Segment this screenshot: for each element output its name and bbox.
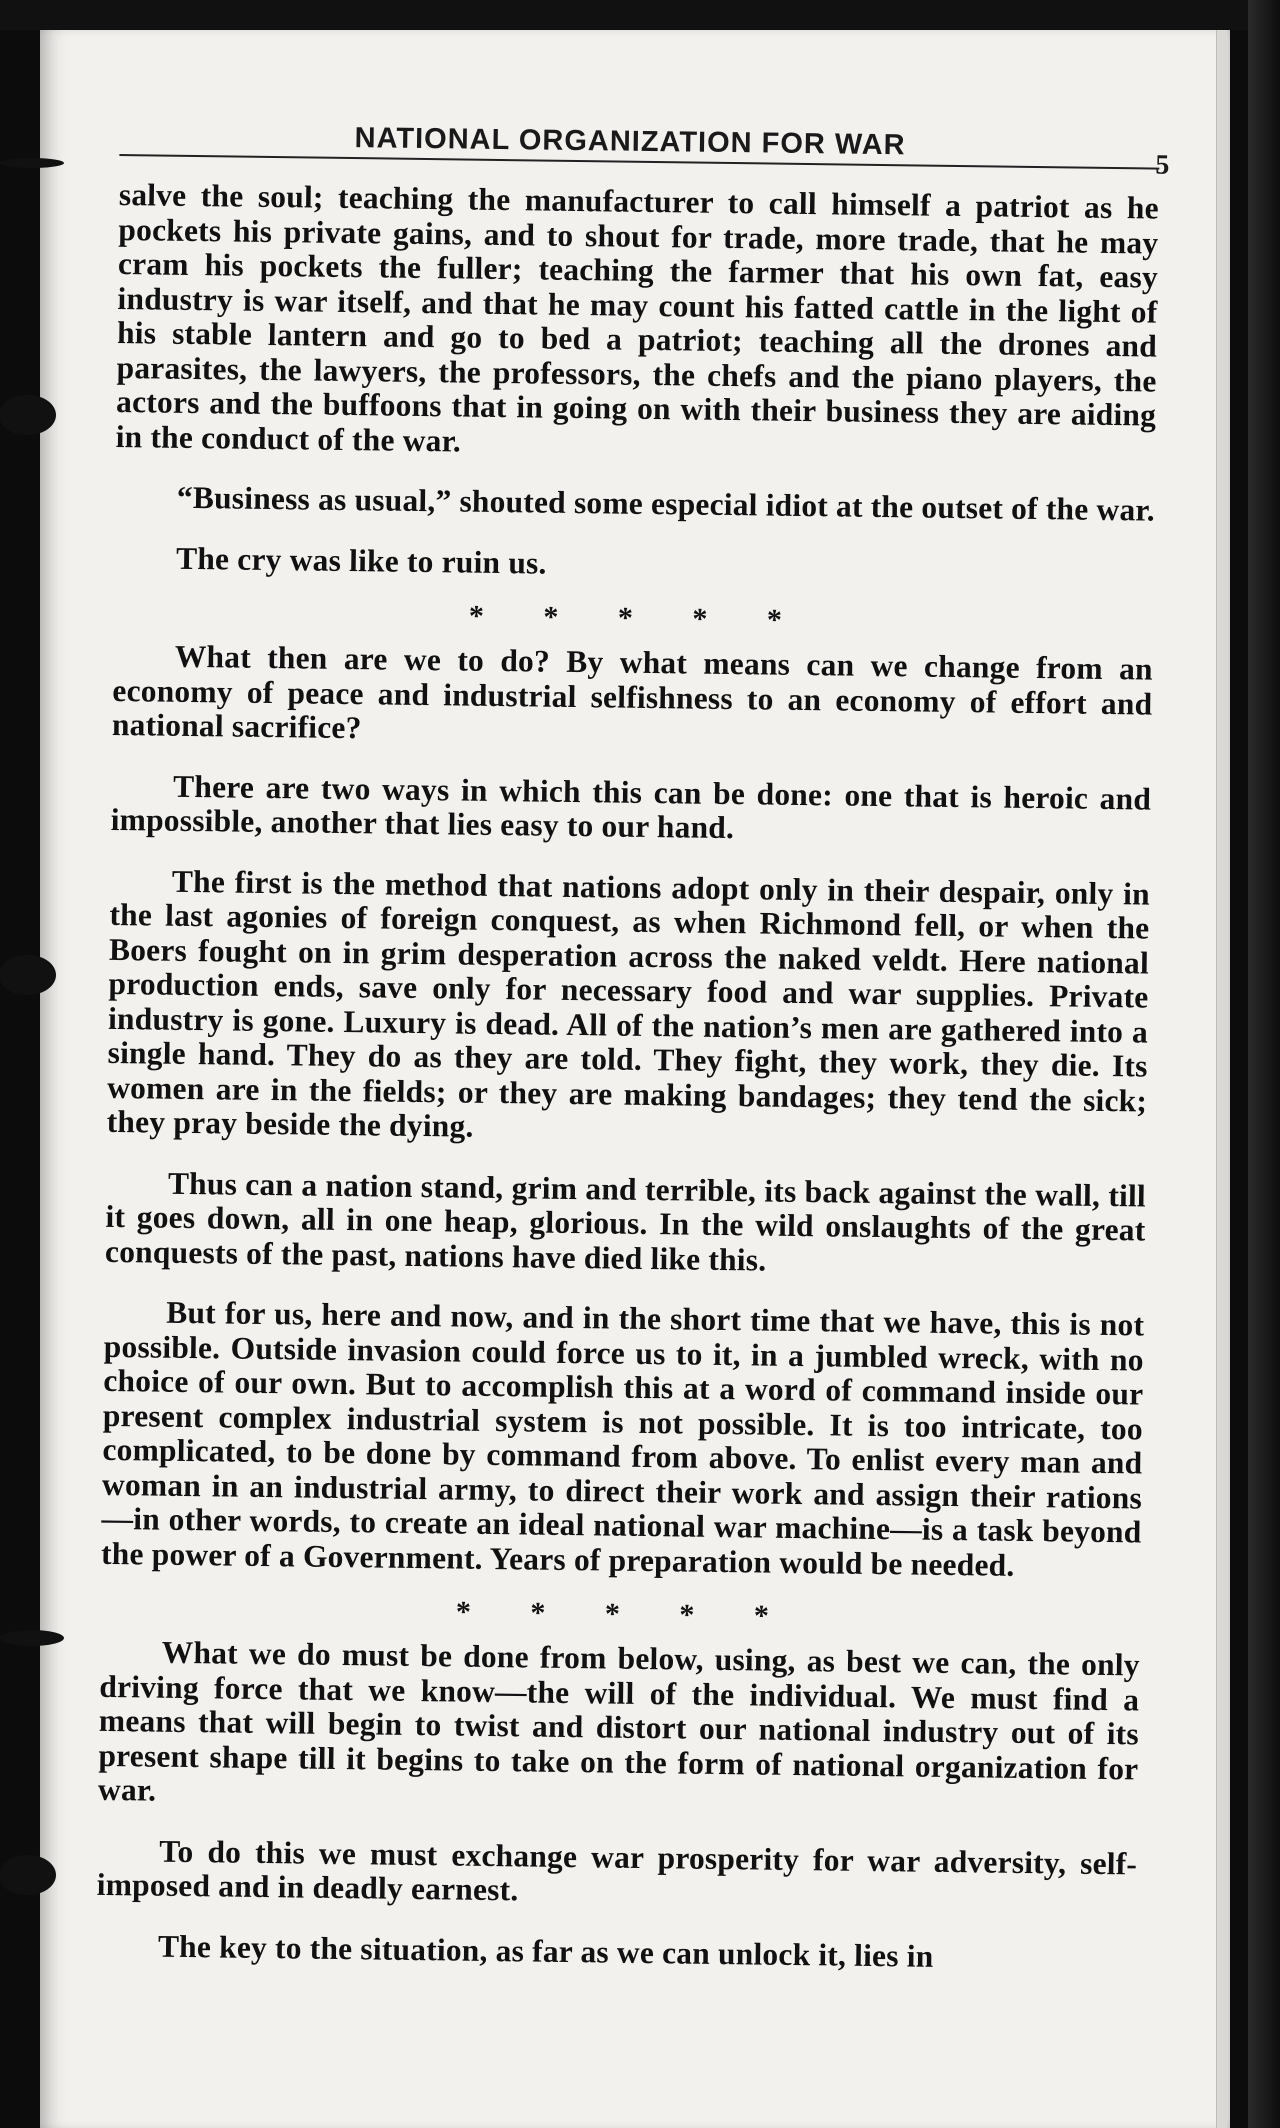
paragraph: Thus can a nation stand, grim and terrible, its back against the wall, till it goes down, all in one heap, glorious. In the wild onslaughts of the great conquests of the past, nations have died like this. xyxy=(104,1165,1147,1278)
binding-thread-mark xyxy=(0,158,64,168)
paragraph: The key to the situation, as far as we can unlock it, lies in xyxy=(157,1928,934,1974)
paragraph: “Business as usual,” shouted some especial idiot at the outset of the war. xyxy=(176,479,1156,528)
paragraph: The first is the method that nations adopt only in their despair, only in the last agonies of foreign conquest, as when Richmond fell, or when the Boers fought on in grim desperation across the naked veldt. Here national production ends, save only for necessary food and war supplies. Private industry is gone. Luxury is dead. All of the nation’s men are gathered into a single hand. They do as they are told. They fight, they work, they die. Its women are in the fields; or they are making bandages; they tend the sick; they pray beside the dying. xyxy=(106,863,1151,1144)
paragraph: But for us, here and now, and in the short time that we have, this is not possible. Outside invasion could force us to it, in a jumbled wreck, with no choice of our own. But to accomplish this at a word of command inside our present complex industrial system is not possible. It is too intricate, too complicated, to be done by command from above. To enlist every man and woman in an industrial army, to direct their work and assign their rations —in other words, to create an ideal national war machine—is a task beyond the power of a Government. Years of preparation would be needed. xyxy=(100,1294,1145,1583)
paragraph: What we do must be done from below, using, as best we can, the only driving force that we know—the will of the individual. We must find a means that will begin to twist and distort our national industry out of its present shape till it begins to take on the form of national organization for war. xyxy=(97,1634,1140,1808)
paragraph: There are two ways in which this can be done: one that is heroic and impossible, another that lies easy to our hand. xyxy=(110,768,1152,846)
paragraph: To do this we must exchange war prosperity for war adversity, self-imposed and in deadly earnest. xyxy=(96,1833,1138,1908)
section-divider: * * * * * xyxy=(468,599,809,638)
section-divider: * * * * * xyxy=(455,1595,796,1633)
page-edge xyxy=(1216,30,1227,2128)
page-content xyxy=(95,110,1170,2002)
running-title: NATIONAL ORGANIZATION FOR WAR xyxy=(354,122,906,162)
binding-thread-mark xyxy=(0,395,56,435)
binding-thread-mark xyxy=(0,1630,64,1646)
binding-thread-mark xyxy=(0,955,56,995)
paragraph: salve the soul; teaching the manufacturer to call himself a patriot as he pockets his private gains, and to shout for trade, more trade, that he may cram his pockets the fuller; teaching the farmer that his own fat, easy industry is war itself, and that he may count his fatted cattle in the light of his stable lantern and go to bed a patriot; teaching all the drones and parasites, the lawyers, the professors, the chefs and the piano players, the actors and the buffoons that in going on with their business they are aiding in the conduct of the war. xyxy=(115,176,1160,458)
body-text xyxy=(96,178,1159,1976)
page-number: 5 xyxy=(1155,149,1170,181)
paragraph: The cry was like to ruin us. xyxy=(175,540,547,581)
scan-background-top xyxy=(0,0,1280,30)
scan-background-right xyxy=(1248,0,1280,2128)
paragraph: What then are we to do? By what means can we change from an economy of peace and industrial selfishness to an economy of effort and national sacrifice? xyxy=(111,638,1153,746)
binding-thread-mark xyxy=(0,1855,56,1895)
